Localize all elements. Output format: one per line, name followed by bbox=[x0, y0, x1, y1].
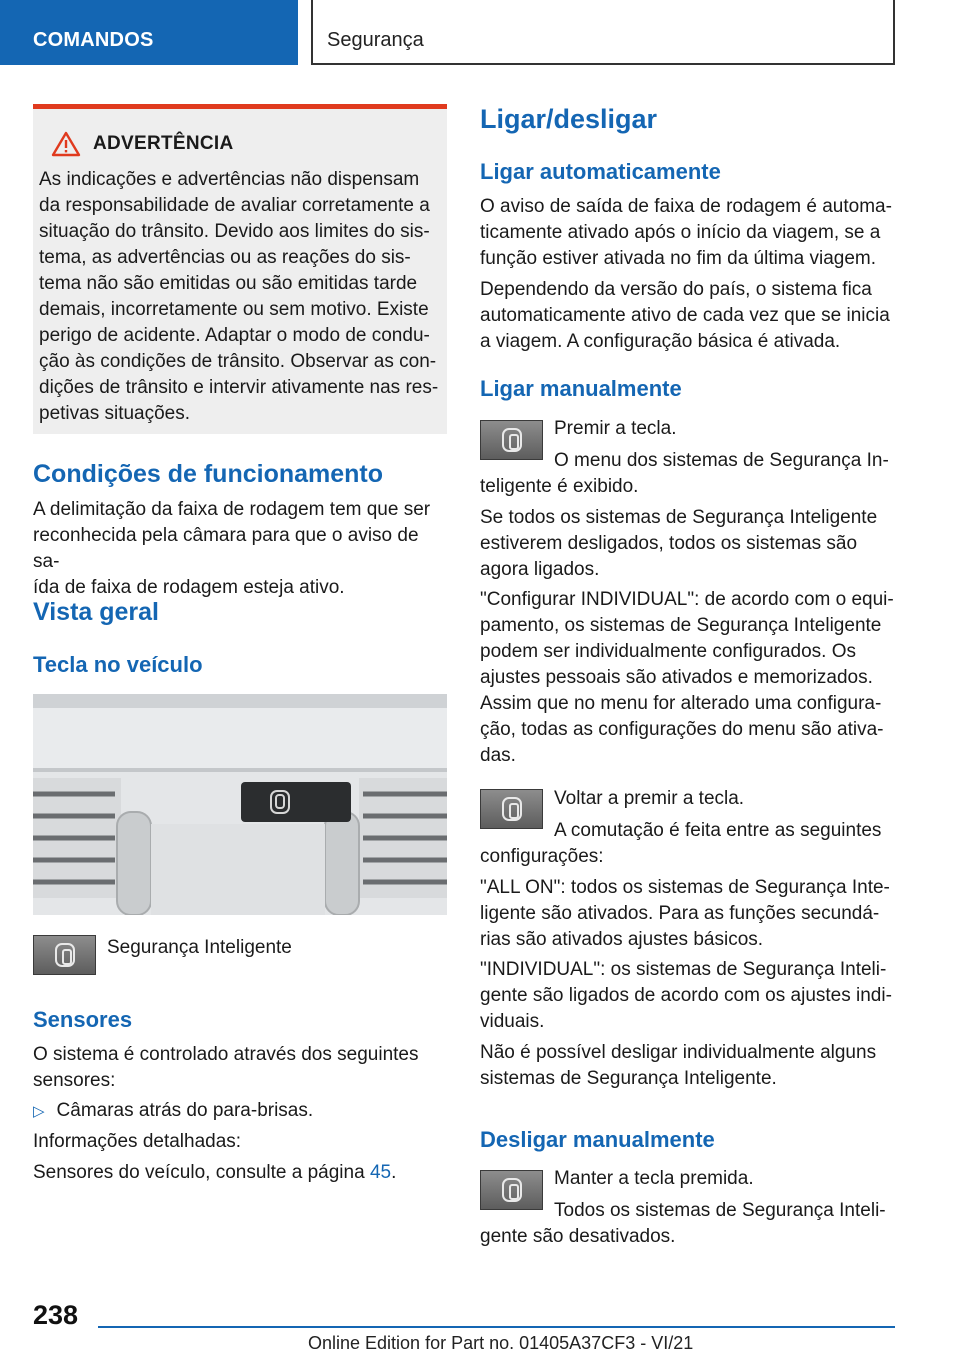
warning-line: ção às condições de trânsito. Observar as con‐ bbox=[39, 351, 437, 372]
sensors-line: sensores: bbox=[33, 1070, 116, 1091]
individual-line: das. bbox=[480, 745, 516, 766]
individual-line: pamento, os sistemas de Segurança Inteligente bbox=[480, 615, 882, 636]
hold-key-text: Manter a tecla premida. bbox=[554, 1168, 754, 1189]
see-page-text: Sensores do veículo, consulte a página bbox=[33, 1162, 370, 1183]
on-off-heading: Ligar/desligar bbox=[480, 104, 658, 134]
conditions-heading: Condições de funcionamento bbox=[33, 460, 384, 488]
header-topic-tab bbox=[311, 0, 895, 65]
individual2-line: viduais. bbox=[480, 1011, 545, 1032]
individual2-text bbox=[480, 957, 895, 1035]
warning-line: dições de trânsito e intervir ativamente nas res‐ bbox=[39, 377, 439, 398]
individual-line: podem ser individualmente configurados. Os bbox=[480, 641, 856, 662]
sensors-line: O sistema é controlado através dos seguintes bbox=[33, 1044, 419, 1065]
intelligent-safety-key-icon bbox=[33, 935, 96, 975]
auto-on-heading: Ligar automaticamente bbox=[480, 159, 721, 184]
individual2-line: "INDIVIDUAL": os sistemas de Segurança Inteli‐ bbox=[480, 959, 887, 980]
individual2-line: gente são ligados de acordo com os ajustes indi‐ bbox=[480, 985, 892, 1006]
sensor-list-item bbox=[33, 1098, 447, 1125]
key-label: Segurança Inteligente bbox=[107, 937, 292, 958]
header-section-label: COMANDOS bbox=[33, 29, 154, 51]
vehicle-button-heading: Tecla no veículo bbox=[33, 652, 203, 677]
conditions-line: ída de faixa de rodagem esteja ativo. bbox=[33, 577, 345, 598]
manual-off-heading: Desligar manualmente bbox=[480, 1127, 715, 1152]
menu-line-2: teligente é exibido. bbox=[480, 476, 639, 497]
warning-line: demais, incorretamente ou sem motivo. Existe bbox=[39, 299, 429, 320]
intelligent-safety-key-icon bbox=[480, 1170, 543, 1210]
country-line: a viagem. A configuração básica é ativada. bbox=[480, 331, 841, 352]
cannot-line: sistemas de Segurança Inteligente. bbox=[480, 1068, 777, 1089]
country-line: automaticamente ativo de cada vez que se inicia bbox=[480, 305, 890, 326]
warning-line: petivas situações. bbox=[39, 403, 191, 424]
see-page-reference bbox=[33, 1160, 396, 1186]
press-key-text: Premir a tecla. bbox=[554, 418, 677, 439]
dashboard-illustration bbox=[33, 694, 447, 915]
all-off-line: estiverem desligados, todos os sistemas são bbox=[480, 533, 858, 554]
all-off-line: Se todos os sistemas de Segurança Inteligente bbox=[480, 507, 878, 528]
all-on-text bbox=[480, 875, 895, 953]
auto-line: O aviso de saída de faixa de rodagem é automa‐ bbox=[480, 196, 892, 217]
see-page-end: . bbox=[391, 1162, 397, 1183]
page-45-link[interactable]: 45 bbox=[369, 1162, 392, 1183]
warning-line: As indicações e advertências não dispensam bbox=[39, 169, 420, 190]
header-topic-label: Segurança bbox=[327, 29, 424, 51]
header-section-tab bbox=[0, 0, 298, 65]
warning-text bbox=[39, 167, 441, 427]
details-label: Informações detalhadas: bbox=[33, 1131, 242, 1152]
warning-line: tema, as advertências ou as reações do sis‐ bbox=[39, 247, 411, 268]
intelligent-safety-key-icon bbox=[480, 420, 543, 460]
cannot-line: Não é possível desligar individualmente alguns bbox=[480, 1042, 877, 1063]
auto-on-text bbox=[480, 194, 895, 272]
individual-line: "Configurar INDIVIDUAL": de acordo com o equi‐ bbox=[480, 589, 894, 610]
warning-line: tema não são emitidas ou são emitidas tarde bbox=[39, 273, 418, 294]
auto-line: função estiver ativada no fim da última viagem. bbox=[480, 248, 877, 269]
warning-title: ADVERTÊNCIA bbox=[93, 133, 234, 154]
warning-line: perigo de acidente. Adaptar o modo de condu‐ bbox=[39, 325, 430, 346]
page-number: 238 bbox=[33, 1300, 79, 1330]
footer-edition: Online Edition for Part no. 01405A37CF3 - VI/21 bbox=[308, 1333, 694, 1353]
sensors-text bbox=[33, 1042, 447, 1094]
individual-line: Assim que no menu for alterado uma configura‐ bbox=[480, 693, 882, 714]
vehicle-button-photo bbox=[33, 694, 447, 915]
warning-triangle-icon bbox=[51, 131, 81, 157]
conditions-line: reconhecida pela câmara para que o aviso de sa‐ bbox=[33, 525, 419, 572]
conditions-text bbox=[33, 497, 447, 601]
all-on-line: "ALL ON": todos os sistemas de Segurança Inte‐ bbox=[480, 877, 890, 898]
footer-divider bbox=[98, 1326, 895, 1328]
auto-line: ticamente ativado após o início da viagem, se a bbox=[480, 222, 881, 243]
individual-config-text bbox=[480, 587, 895, 769]
individual-line: ção, todas as configurações do menu são ativa‐ bbox=[480, 719, 884, 740]
intelligent-safety-key-icon bbox=[480, 789, 543, 829]
country-line: Dependendo da versão do país, o sistema fica bbox=[480, 279, 872, 300]
sensors-heading: Sensores bbox=[33, 1007, 133, 1032]
all-on-line: ligente são ativados. Para as funções secundá‐ bbox=[480, 903, 880, 924]
sensor-item-text: Câmaras atrás do para-brisas. bbox=[56, 1100, 314, 1121]
all-on-line: rias são ativados ajustes básicos. bbox=[480, 929, 764, 950]
overview-heading: Vista geral bbox=[33, 598, 160, 626]
toggle-line-1: A comutação é feita entre as seguintes bbox=[554, 820, 882, 841]
individual-line: ajustes pessoais são ativados e memorizados. bbox=[480, 667, 873, 688]
toggle-line-2: configurações: bbox=[480, 846, 604, 867]
warning-line: da responsabilidade de avaliar corretamente a bbox=[39, 195, 430, 216]
warning-line: situação do trânsito. Devido aos limites do sis‐ bbox=[39, 221, 430, 242]
bullet-triangle-icon: ▷ bbox=[33, 1103, 45, 1120]
manual-on-heading: Ligar manualmente bbox=[480, 376, 682, 401]
conditions-line: A delimitação da faixa de rodagem tem que ser bbox=[33, 499, 431, 520]
off-line-2: gente são desativados. bbox=[480, 1226, 676, 1247]
all-off-line: agora ligados. bbox=[480, 559, 600, 580]
warning-box bbox=[33, 104, 447, 434]
cannot-disable-text bbox=[480, 1040, 895, 1092]
all-off-text bbox=[480, 505, 895, 583]
warning-title-row bbox=[51, 131, 437, 157]
menu-line-1: O menu dos sistemas de Segurança In‐ bbox=[554, 450, 889, 471]
country-text bbox=[480, 277, 895, 355]
off-line-1: Todos os sistemas de Segurança Inteli‐ bbox=[554, 1200, 886, 1221]
press-again-text: Voltar a premir a tecla. bbox=[554, 788, 745, 809]
